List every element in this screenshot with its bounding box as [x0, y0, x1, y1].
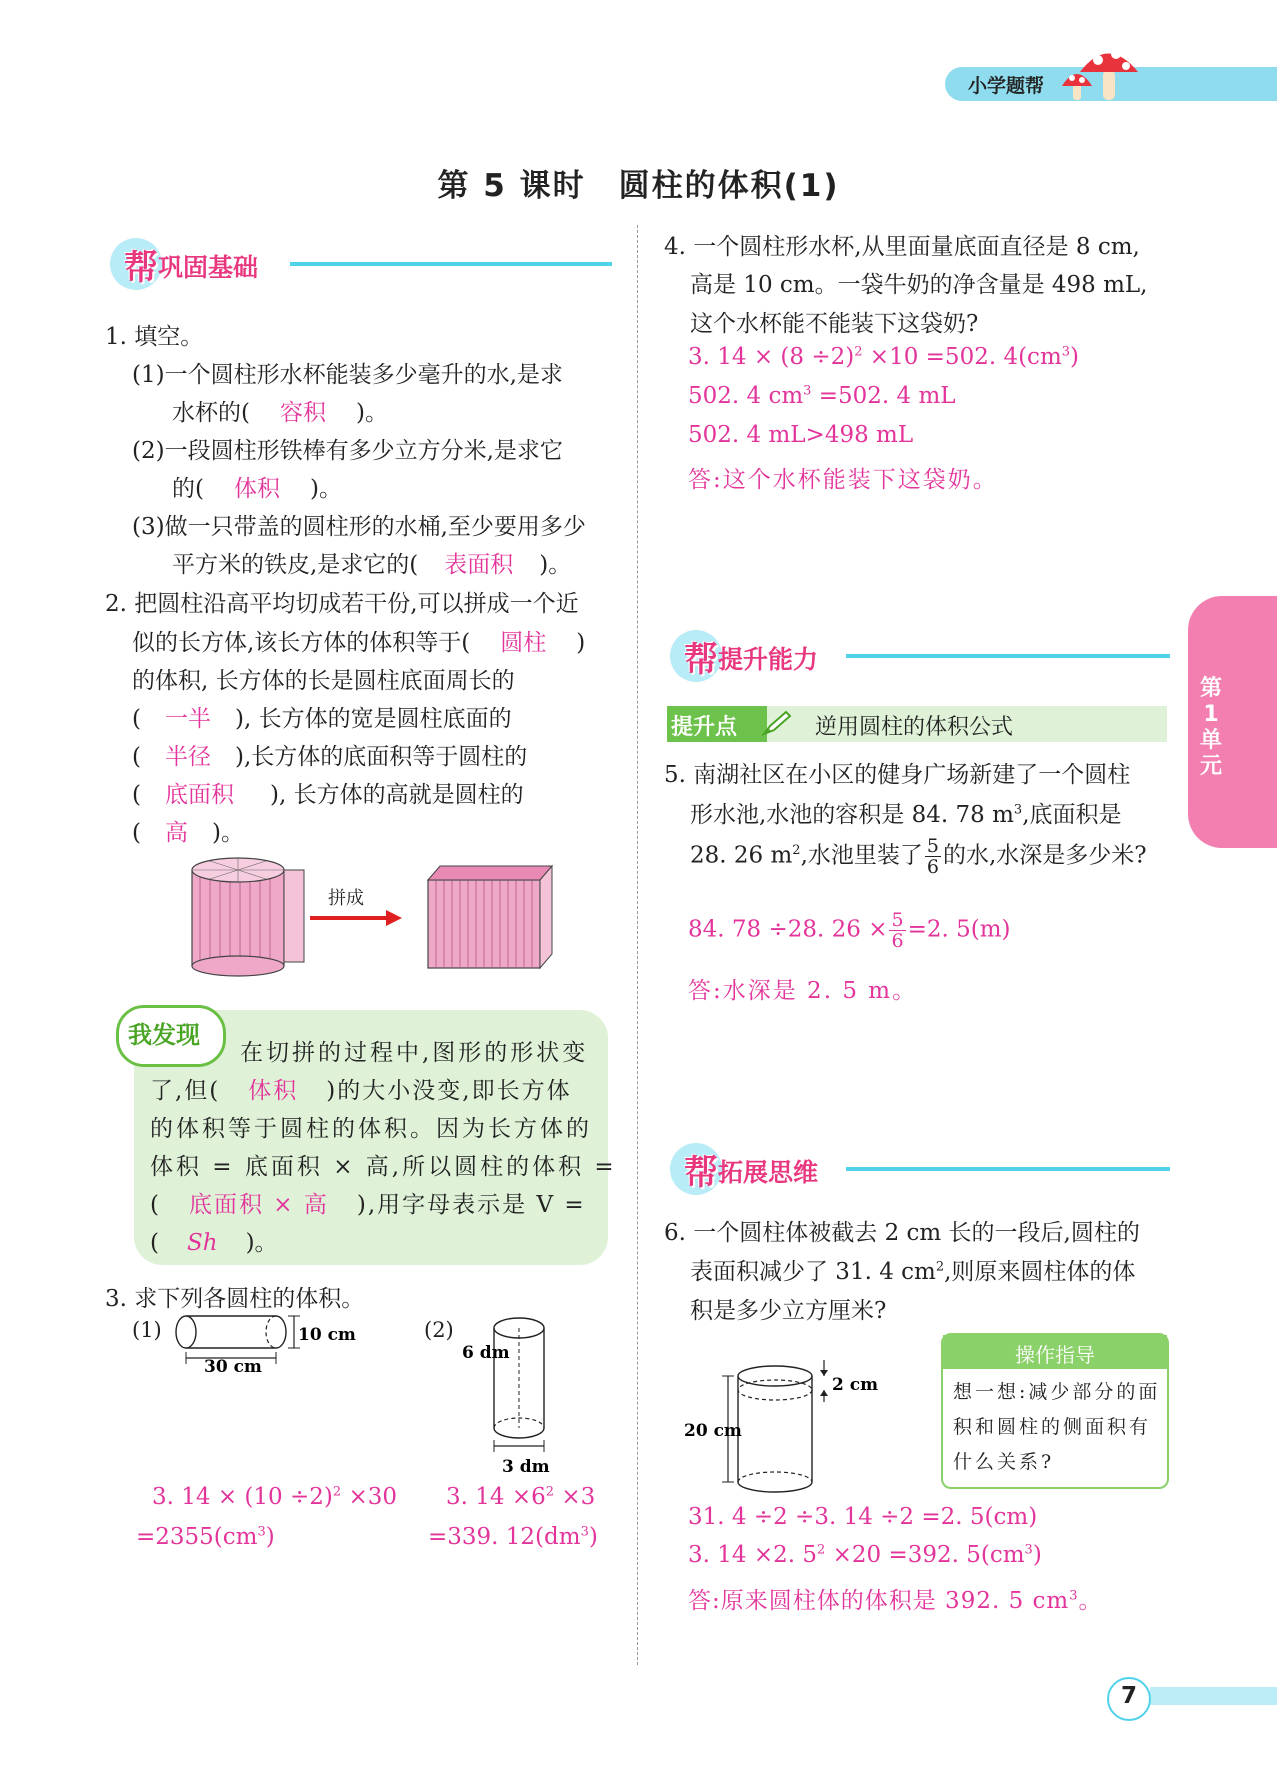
- q2-line3: 的体积, 长方体的长是圆柱底面周长的: [132, 668, 515, 694]
- bang-icon: 帮: [684, 1153, 718, 1193]
- q2-line6: ( 底面积 ), 长方体的高就是圆柱的: [132, 782, 524, 808]
- answer: 半径: [164, 744, 211, 770]
- q5-line3: 28. 26 $m^2$,水池里装了 $\frac{5}{6}$ 的水,水深是多少米?: [690, 835, 1147, 878]
- section-rule: [846, 654, 1170, 658]
- q4-line2: 高是 10 cm。一袋牛奶的净含量是 498 mL,: [690, 272, 1148, 298]
- answer: 圆柱: [500, 630, 547, 656]
- answer: 表面积: [444, 552, 514, 578]
- section-improve-header: [670, 630, 1170, 680]
- answer: 体积: [248, 1078, 299, 1104]
- page-number: 7: [1120, 1683, 1137, 1709]
- q1-part1-line1: (1)一个圆柱形水杯能装多少毫升的水,是求: [132, 362, 563, 388]
- section-title: 巩固基础: [158, 253, 259, 282]
- q2-line7: ( 高 )。: [132, 820, 244, 846]
- q2-line4: ( 一半 ), 长方体的宽是圆柱底面的: [132, 706, 512, 732]
- found-line4: 体积 = 底面积 × 高,所以圆柱的体积 =: [150, 1154, 617, 1180]
- q4-ans3: 502. 4 mL>498 mL: [688, 422, 914, 448]
- horizontal-cylinder-figure: [170, 1310, 356, 1380]
- q1-part2-line2: 的( 体积 )。: [172, 476, 342, 502]
- answer: 底面积: [164, 782, 234, 808]
- page-title: 第 5 课时 圆柱的体积(1): [437, 168, 840, 204]
- answer: Sh: [186, 1230, 218, 1256]
- q5-ans2: 答:水深是 2. 5 m。: [688, 978, 918, 1004]
- section-title: 提升能力: [718, 645, 819, 674]
- answer: 底面积 × 高: [188, 1192, 329, 1218]
- page-number-bar: [1150, 1687, 1277, 1705]
- q6-ans2: 3. 14 ×2. $5^2 \times 20 =392$. $5(cm^3)$: [688, 1542, 1042, 1568]
- fraction: $\frac{5}{6}$: [891, 909, 904, 952]
- section-rule: [846, 1167, 1170, 1171]
- q4-line1: 4. 一个圆柱形水杯,从里面量底面直径是 8 cm,: [664, 234, 1140, 260]
- section-rule: [290, 262, 612, 266]
- q6-ans3: 答:原来圆柱体的体积是 392. 5 $cm^3$。: [688, 1588, 1103, 1614]
- pencil-icon: [760, 708, 794, 740]
- q6-line1: 6. 一个圆柱体被截去 2 cm 长的一段后,圆柱的: [664, 1220, 1140, 1246]
- section-expand-header: [670, 1143, 1170, 1193]
- discovery-label: 我发现: [128, 1021, 200, 1049]
- arrow-label: 拼成: [328, 888, 364, 909]
- found-line1: 在切拼的过程中,图形的形状变: [240, 1040, 589, 1066]
- q3-ans1-line2: $=2355(cm^3)$: [136, 1524, 275, 1550]
- fraction: $\frac{5}{6}$: [926, 835, 939, 878]
- keypoint-text: 逆用圆柱的体积公式: [815, 715, 1014, 740]
- q3-fig1-label: (1): [132, 1318, 162, 1342]
- fig1-diameter: 10 cm: [298, 1325, 356, 1345]
- q1-part1-line2: 水杯的( 容积 )。: [172, 400, 388, 426]
- q6-ans1: 31. 4 ÷2 ÷3. 14 ÷2 =2. 5(cm): [688, 1504, 1038, 1530]
- q1-part3-line2: 平方米的铁皮,是求它的( 表面积 )。: [172, 552, 572, 578]
- found-line6: ( Sh )。: [150, 1230, 278, 1256]
- q5-line1: 5. 南湖社区在小区的健身广场新建了一个圆柱: [664, 762, 1131, 788]
- cylinder-to-cuboid-figure: [190, 856, 560, 976]
- q5-line2: 形水池,水池的容积是 84. 78 $m^3$,底面积是: [690, 802, 1122, 828]
- q1-part2-line1: (2)一段圆柱形铁棒有多少立方分米,是求它: [132, 438, 563, 464]
- q2-line5: ( 半径 ),长方体的底面积等于圆柱的: [132, 744, 528, 770]
- q4-ans4: 答:这个水杯能装下这袋奶。: [688, 467, 998, 493]
- answer: 高: [164, 820, 188, 846]
- bang-icon: 帮: [684, 640, 718, 680]
- section-basic-header: [110, 238, 612, 288]
- q5-ans1: 84. 78 ÷28. 26 × $\frac{5}{6}$ =2. 5(m): [688, 909, 1011, 952]
- guide-text: 想一想:减少部分的面积和圆柱的侧面积有什么关系?: [953, 1381, 1161, 1473]
- q6-line3: 积是多少立方厘米?: [690, 1298, 887, 1324]
- q3-stem: 3. 求下列各圆柱的体积。: [105, 1286, 365, 1312]
- q3-fig2-label: (2): [424, 1318, 454, 1342]
- q1-part3-line1: (3)做一只带盖的圆柱形的水桶,至少要用多少: [132, 514, 586, 540]
- brand-name: 小学题帮: [968, 75, 1045, 97]
- vertical-cylinder-figure: [460, 1316, 570, 1476]
- q4-ans1: 3. $14 \times (8 \div 2)^2 \times 10 =502$. $4(cm^3)$: [688, 344, 1080, 370]
- q3-ans1-line1: 3. $14 \times (10 \div 2)^2 \times 30$: [152, 1484, 397, 1510]
- answer: 容积: [279, 400, 326, 426]
- unit-label: 第1单元: [1199, 676, 1222, 779]
- answer: 一半: [164, 706, 211, 732]
- guide-title: 操作指导: [1015, 1343, 1095, 1367]
- keypoint-tag-label: 提升点: [671, 715, 738, 740]
- answer: 体积: [233, 476, 280, 502]
- q3-ans2-line2: =339. $12(dm^3)$: [428, 1524, 598, 1550]
- fig-cut-length: 2 cm: [832, 1375, 879, 1395]
- found-line3: 的体积等于圆柱的体积。因为长方体的: [150, 1116, 592, 1142]
- q1-stem: 1. 填空。: [105, 324, 204, 350]
- mushroom-icon: [1060, 40, 1160, 106]
- found-line2: 了,但( 体积 )的大小没变,即长方体: [150, 1078, 572, 1104]
- operation-guide-box: [941, 1333, 1169, 1489]
- bang-icon: 帮: [124, 248, 158, 288]
- q4-ans2: 502. 4 $cm^3 =502$. 4 mL: [688, 383, 956, 409]
- q6-line2: 表面积减少了 31. 4 $cm^2$,则原来圆柱体的体: [690, 1259, 1136, 1285]
- found-line5: ( 底面积 × 高 ),用字母表示是 V =: [150, 1192, 586, 1218]
- cut-cylinder-figure: [684, 1356, 894, 1506]
- section-title: 拓展思维: [718, 1158, 819, 1187]
- fig1-length: 30 cm: [204, 1357, 262, 1377]
- fig2-height: 6 dm: [462, 1343, 510, 1363]
- fig2-diameter: 3 dm: [502, 1457, 550, 1477]
- q2-line1: 2. 把圆柱沿高平均切成若干份,可以拼成一个近: [105, 591, 579, 617]
- fig-height: 20 cm: [684, 1421, 742, 1441]
- q4-line3: 这个水杯能不能装下这袋奶?: [690, 311, 979, 337]
- q2-line2: 似的长方体,该长方体的体积等于( 圆柱 ): [132, 630, 586, 656]
- q3-ans2-line1: 3. $14 \times 6^2 \times 3$: [446, 1484, 596, 1510]
- column-divider: [637, 225, 638, 1665]
